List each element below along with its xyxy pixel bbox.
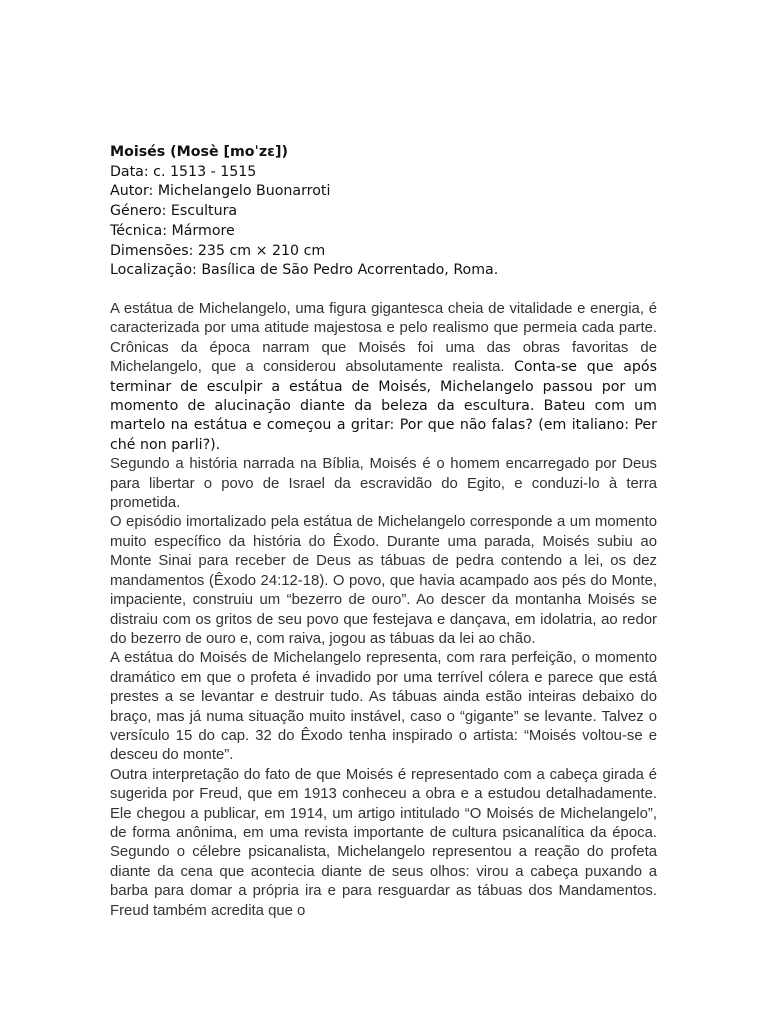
paragraph-drama: A estátua do Moisés de Michelangelo representa, com rara perfeição, o momento dramático em que o profeta é invadido por uma terrível cólera e parece que está prestes a se levantar e destruir tudo. As tábuas ainda estão inteiras debaixo do braço, mas já numa situação muito instável, caso o “gigante” se levante. Talvez o versículo 15 do cap. 32 do Êxodo tenha inspirado o artista: “Moisés voltou-se e desceu do monte”. xyxy=(110,650,657,764)
artwork-location: Localização: Basílica de São Pedro Acorrentado, Roma. xyxy=(110,262,499,279)
artwork-genre: Género: Escultura xyxy=(110,203,238,220)
paragraph-intro xyxy=(110,300,657,455)
artwork-info xyxy=(110,143,670,281)
artwork-title: Moisés (Mosè [moˈzɛ]) xyxy=(110,144,289,160)
paragraph-exodus: O episódio imortalizado pela estátua de Michelangelo corresponde a um momento muito específico da história do Êxodo. Durante uma parada, Moisés subiu ao Monte Sinai para receber de Deus as tábuas de pedra contendo a lei, os dez mandamentos (Êxodo 24:12-18). O povo, que havia acampado aos pés do Monte, impaciente, construiu um “bezerro de ouro”. Ao descer da montanha Moisés se distraiu com os gritos de seu povo que festejava e dançava, em idolatria, ao redor do bezerro de ouro e, com raiva, jogou as tábuas da lei ao chão. xyxy=(110,514,657,647)
paragraph-intro-anecdote: Conta-se que após terminar de esculpir a estátua de Moisés, Michelangelo passou por um momento de alucinação diante da beleza da escultura. Bateu com um martelo na estátua e começou a gritar: Por que não falas? (em italiano: Per ché non parli?). xyxy=(110,359,658,453)
article-body xyxy=(110,300,657,921)
artwork-technique: Técnica: Mármore xyxy=(110,222,235,239)
paragraph-intro-text: A estátua de Michelangelo, uma figura gigantesca cheia de vitalidade e energia, é caracterizada por uma atitude majestosa e pelo realismo que permeia cada parte. Crônicas da época narram que Moisés foi uma das obras favoritas de Michelangelo, que a considerou absolutamente realista. xyxy=(110,301,657,376)
artwork-dimensions: Dimensões: 235 cm × 210 cm xyxy=(110,242,326,259)
paragraph-freud: Outra interpretação do fato de que Moisés é representado com a cabeça girada é sugerida por Freud, que em 1913 conheceu a obra e a estudou detalhadamente. Ele chegou a publicar, em 1914, um artigo intitulado “O Moisés de Michelangelo”, de forma anônima, em uma revista importante de cultura psicanalítica da época. Segundo o célebre psicanalista, Michelangelo representou a reação do profeta diante da cena que acontecia diante de seus olhos: virou a cabeça puxando a barba para domar a própria ira e para resguardar as tábuas dos Mandamentos. Freud também acredita que o xyxy=(110,766,657,919)
paragraph-bible: Segundo a história narrada na Bíblia, Moisés é o homem encarregado por Deus para libertar o povo de Israel da escravidão do Egito, e conduzi-lo à terra prometida. xyxy=(110,456,657,512)
artwork-author: Autor: Michelangelo Buonarroti xyxy=(110,183,331,200)
artwork-date: Data: c. 1513 - 1515 xyxy=(110,163,257,180)
